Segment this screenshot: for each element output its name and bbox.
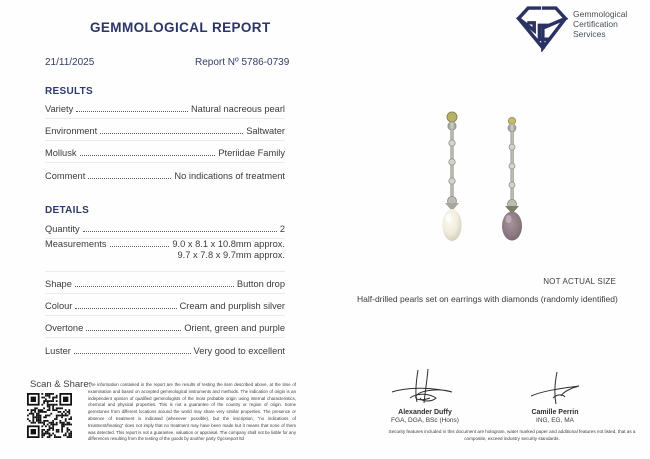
earring-right <box>502 117 522 240</box>
row-label: Comment <box>45 171 86 181</box>
row-label: Environment <box>45 126 98 136</box>
table-row-mollusk <box>45 141 285 163</box>
signatory-camille-perrin <box>490 370 620 424</box>
disclaimer-text: The information contained in the report are the results of testing the item described above, at the time of examination and based on accepted gemmological instruments and methods. The indication of origin is an independent opinion of qualified gemmologists of the most probable origin using internal characteristics, chemical and physical properties. This is not a guarantee of the country or region of origin. Some gemstones from different locations around the world may share very similar properties. The presence or absence of treatment is indicated (whenever possible), but the inscription; "no indications of treatment/heating" does not imply that no treatment may have been made but it means that none of them was detected. This report is not a guarantee, valuation or appraisal. The company shall not be liable for any differences resulting from the testing of the goods by another party ©gcsreport ltd <box>88 382 296 442</box>
table-row-variety <box>45 97 285 119</box>
dotted-leader <box>86 330 181 331</box>
row-value: Very good to excellent <box>193 346 285 356</box>
signatory-name: Camille Perrin <box>531 409 579 416</box>
signature-icon <box>515 370 595 406</box>
row-value: Orient, green and purple <box>184 323 285 333</box>
dotted-leader <box>74 353 191 354</box>
dotted-leader <box>100 133 243 134</box>
row-label: Shape <box>45 279 72 289</box>
not-actual-size-label: NOT ACTUAL SIZE <box>543 277 616 286</box>
logo-name <box>573 9 627 39</box>
dotted-leader <box>80 155 216 156</box>
logo <box>516 4 627 52</box>
row-label: Quantity <box>45 224 80 234</box>
signatory-credentials: FGA, DGA, BSc (Hons) <box>391 417 459 424</box>
row-value: Saltwater <box>246 126 285 136</box>
results-heading: RESULTS <box>45 86 94 97</box>
row-label: Variety <box>45 104 74 114</box>
row-value: 2 <box>279 224 285 234</box>
dotted-leader <box>76 111 188 112</box>
scan-share-label: Scan & Share: <box>30 379 92 390</box>
row-label: Mollusk <box>45 148 77 158</box>
row-value: Pteriidae Family <box>218 148 285 158</box>
security-note: Security features included in this document are hologram, water marked paper and additional features not listed, that as a composite, exceed industry security standards. <box>388 429 636 441</box>
row-value: Natural nacreous pearl <box>190 104 285 114</box>
item-photo-earrings <box>400 106 615 274</box>
details-heading: DETAILS <box>45 205 90 216</box>
table-row-environment <box>45 119 285 141</box>
row-label: Measurements <box>45 239 107 249</box>
results-table <box>45 97 285 185</box>
report-date: 21/11/2025 <box>45 57 95 68</box>
row-label: Overtone <box>45 323 84 333</box>
signatory-alexander-duffy <box>360 368 490 424</box>
table-row-colour <box>45 294 285 316</box>
report-number: Report Nº 5786-0739 <box>195 57 290 68</box>
row-value: 9.0 x 8.1 x 10.8mm approx. <box>172 239 285 249</box>
photo-caption: Half-drilled pearls set on earrings with diamonds (randomly identified) <box>357 294 618 304</box>
row-value-line2: 9.7 x 7.8 x 9.7mm approx. <box>177 250 285 260</box>
row-value: Cream and purplish silver <box>179 301 285 311</box>
dotted-leader <box>110 246 170 247</box>
logo-name-line2: Certification <box>573 19 618 29</box>
table-row-luster <box>45 338 285 360</box>
earring-left <box>443 112 462 241</box>
table-row-measurements <box>45 239 285 272</box>
row-label: Luster <box>45 346 71 356</box>
details-table <box>45 217 285 360</box>
page-title: GEMMOLOGICAL REPORT <box>90 20 271 35</box>
signatory-credentials: ING, EG, MA <box>536 417 574 424</box>
signature-icon <box>380 368 470 406</box>
row-value: Button drop <box>236 279 285 289</box>
logo-name-line3: Services <box>573 29 606 39</box>
gcs-diamond-logo-icon <box>516 4 568 52</box>
row-label: Colour <box>45 301 73 311</box>
dotted-leader <box>75 308 176 309</box>
qr-code <box>27 393 72 438</box>
dotted-leader <box>75 286 234 287</box>
row-value: No indications of treatment <box>174 171 285 181</box>
signatory-name: Alexander Duffy <box>398 409 452 416</box>
table-row-shape <box>45 272 285 294</box>
table-row-comment <box>45 163 285 185</box>
dotted-leader <box>83 231 277 232</box>
logo-name-line1: Gemmological <box>573 9 628 19</box>
table-row-overtone <box>45 316 285 338</box>
table-row-quantity <box>45 217 285 239</box>
dotted-leader <box>88 178 171 179</box>
